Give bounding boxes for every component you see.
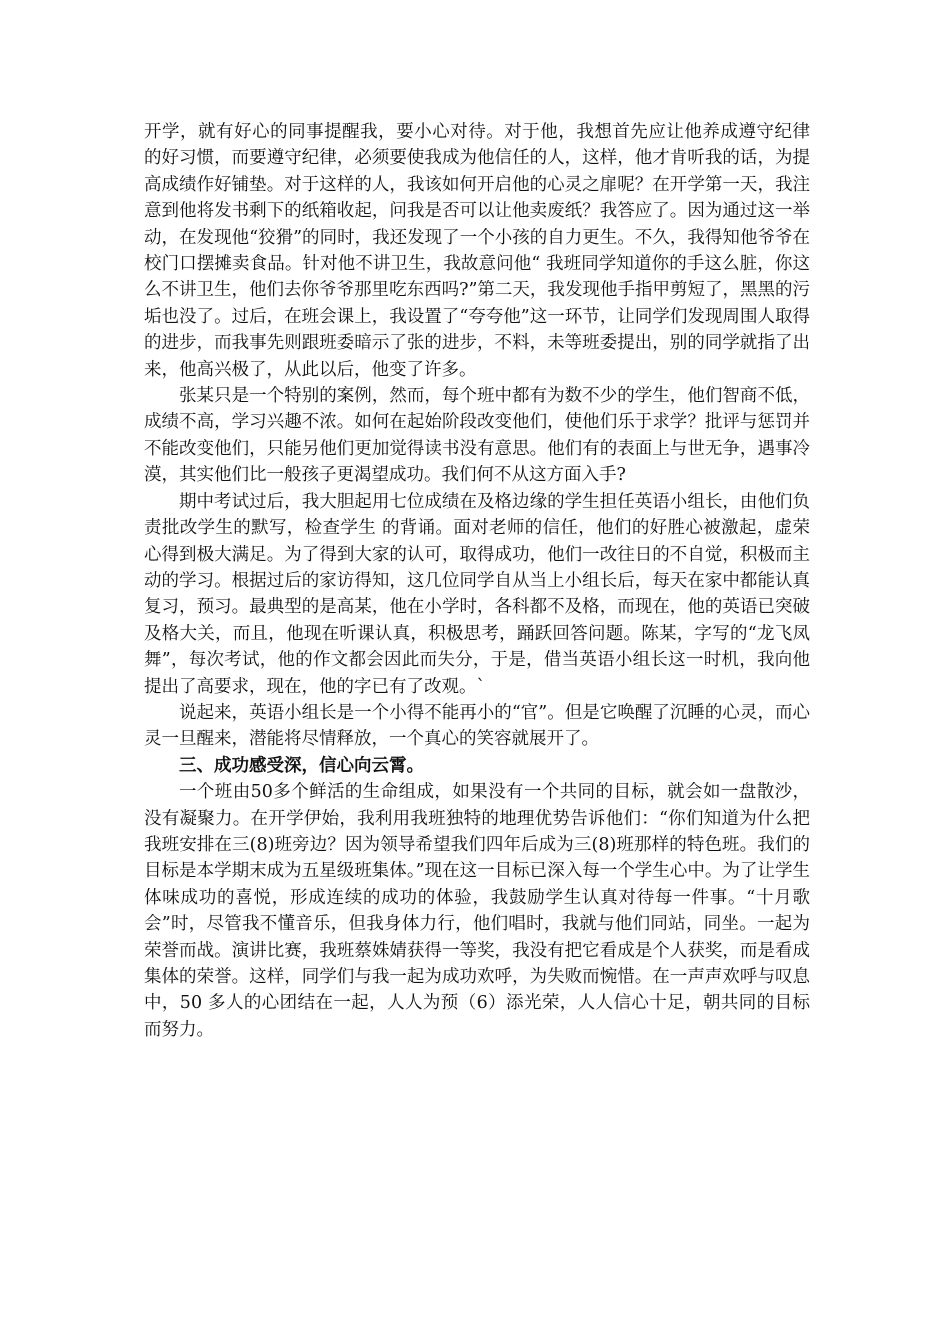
paragraph-continuation: 开学，就有好心的同事提醒我，要小心对待。对于他，我想首先应让他养成遵守纪律 的好习惯，而要遵守纪律，必须要使我成为他信任的人，这样，他才肯听我的话，为提高成绩作好铺垫。对于这样的人，我该如何开启他的心灵之扉呢？在开学第一天，我注意到他将发书剩下的纸箱收起，问我是否可以让他卖废纸？我答应了。因为通过这一举动，在发现他“狡猾”的同时，我还发现了一个小孩的自力更生。不久，我得知他爷爷在校门口摆摊卖食品。针对他不讲卫生，我故意问他“ 我班同学知道你的手这么脏，你这么不讲卫生，他们去你爷爷那里吃东西吗?”第二天，我发现他手指甲剪短了，黑黑的污垢也没了。过后，在班会课上，我设置了“夸夸他”这一环节，让同学们发现周围人取得的进步，而我事先则跟班委暗示了张的进步，不料，未等班委提出，别的同学就指了出来，他高兴极了，从此以后，他变了许多。 xyxy=(144,122,810,380)
document-body xyxy=(144,119,810,1043)
section-heading: 三、成功感受深，信心向云霄。 xyxy=(179,755,424,776)
paragraph-group-leaders: 期中考试过后，我大胆起用七位成绩在及格边缘的学生担任英语小组长，由他们负责批改学生的默写，检查学生 的背诵。面对老师的信任，他们的好胜心被激起，虚荣心得到极大满足。为了得到大家的认可，取得成功，他们一改往日的不自觉，积极而主动的学习。根据过后的家访得知，这几位同学自从当上小组长后，每天在家中都能认真复习，预习。最典型的是高某，他在小学时，各科都不及格，而现在，他的英语已突破及格大关，而且，他现在听课认真，积极思考，踊跃回答问题。陈某，字写的“龙飞凤舞”，每次考试，他的作文都会因此而失分，于是，借当英语小组长这一时机，我向他提出了高要求，现在，他的字已有了改观。` xyxy=(144,491,810,697)
paragraph-small-official: 说起来，英语小组长是一个小得不能再小的“官”。但是它唤醒了沉睡的心灵，而心灵一旦醒来，潜能将尽情释放，一个真心的笑容就展开了。 xyxy=(144,702,810,750)
paragraph-special-case: 张某只是一个特别的案例，然而，每个班中都有为数不少的学生，他们智商不低，成绩不高，学习兴趣不浓。如何在起始阶段改变他们，使他们乐于求学？批评与惩罚并不能改变他们，只能另他们更加觉得读书没有意思。他们有的表面上与世无争，遇事冷漠，其实他们比一般孩子更渴望成功。我们何不从这方面入手? xyxy=(144,386,810,486)
paragraph-common-goal: 一个班由50多个鲜活的生命组成，如果没有一个共同的目标，就会如一盘散沙，没有凝聚力。在开学伊始，我利用我班独特的地理优势告诉他们：“你们知道为什么把我班安排在三(8)班旁边？因为领导希望我们四年后成为三(8)班那样的特色班。我们的目标是本学期末成为五星级班集体。”现在这一目标已深入每一个学生心中。为了让学生体味成功的喜悦，形成连续的成功的体验，我鼓励学生认真对待每一件事。“十月歌会”时，尽管我不懂音乐，但我身体力行，他们唱时，我就与他们同站，同坐。一起为荣誉而战。演讲比赛，我班蔡姝婧获得一等奖，我没有把它看成是个人获奖，而是看成集体的荣誉。这样，同学们与我一起为成功欢呼，为失败而惋惜。在一声声欢呼与叹息中，50 多人的心团结在一起，人人为预（6）添光荣，人人信心十足，朝共同的目标而努力。 xyxy=(144,782,810,1040)
